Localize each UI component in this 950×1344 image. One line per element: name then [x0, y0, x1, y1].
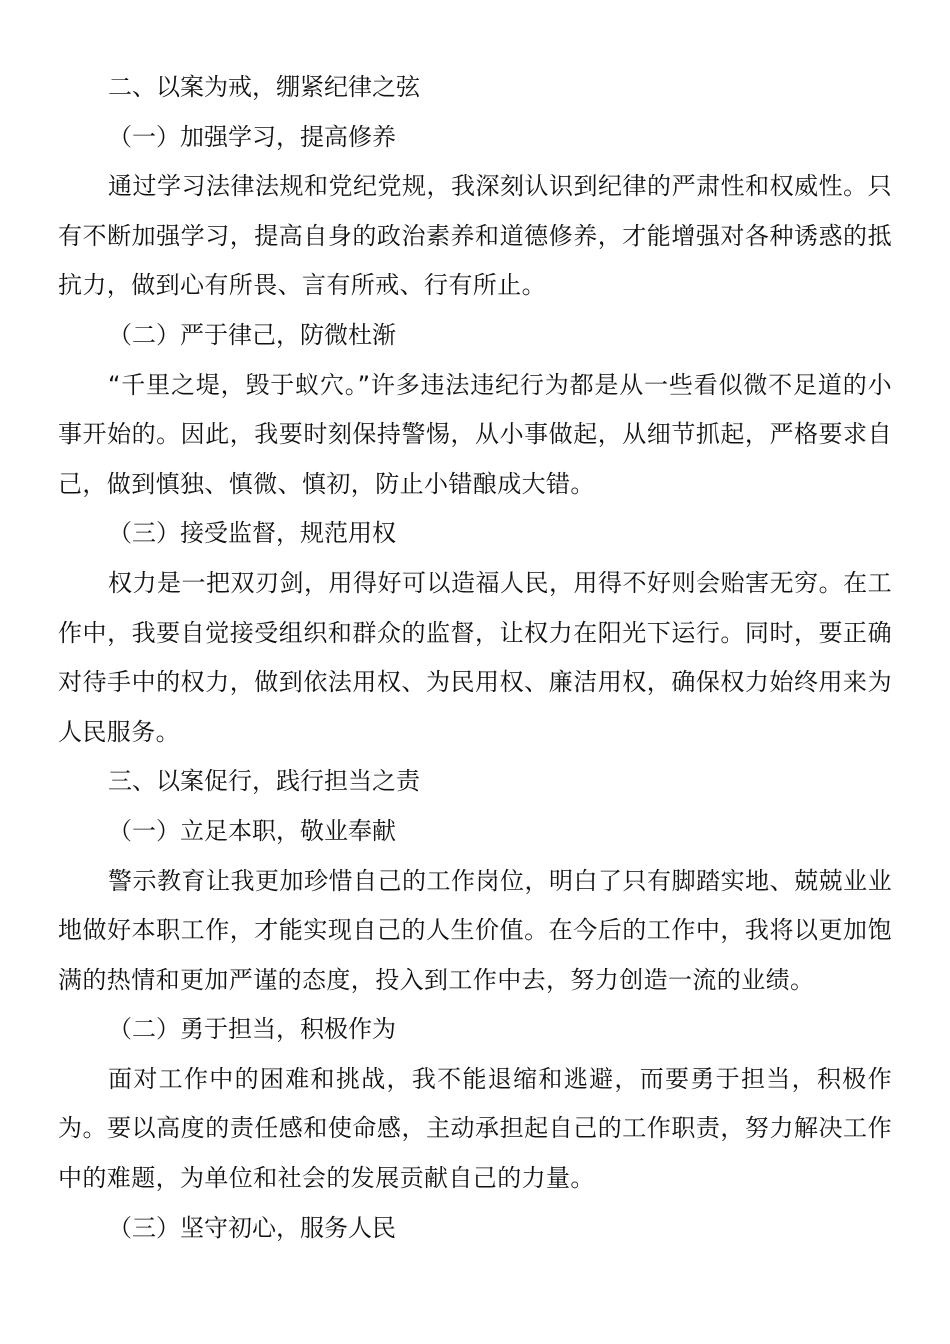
- document-body: [58, 63, 892, 1253]
- subheading-2-1: （一）加强学习，提高修养: [108, 122, 396, 151]
- subheading-3-1: （一）立足本职，敬业奉献: [108, 816, 396, 845]
- subheading-2-3: （三）接受监督，规范用权: [108, 519, 396, 548]
- section-heading-2: 二、以案为戒，绷紧纪律之弦: [108, 73, 420, 101]
- subheading-3-3: （三）坚守初心，服务人民: [108, 1213, 396, 1242]
- subheading-3-2: （二）勇于担当，积极作为: [108, 1015, 396, 1044]
- paragraph-2-2: “千里之堤，毁于蚁穴。”许多违法违纪行为都是从一些看似微不足道的小事开始的。因此，我要时刻保持警惕，从小事做起，从细节抓起，严格要求自己，做到慎独、慎微、慎初，防止小错酿成大错。: [58, 370, 892, 498]
- paragraph-2-1: 通过学习法律法规和党纪党规，我深刻认识到纪律的严肃性和权威性。只有不断加强学习，提高自身的政治素养和道德修养，才能增强对各种诱惑的抵抗力，做到心有所畏、言有所戒、行有所止。: [58, 172, 892, 300]
- paragraph-2-3: 权力是一把双刃剑，用得好可以造福人民，用得不好则会贻害无穷。在工作中，我要自觉接受组织和群众的监督，让权力在阳光下运行。同时，要正确对待手中的权力，做到依法用权、为民用权、廉洁用权，确保权力始终用来为人民服务。: [58, 568, 892, 746]
- section-heading-3: 三、以案促行，践行担当之责: [108, 767, 420, 796]
- paragraph-3-1: 警示教育让我更加珍惜自己的工作岗位，明白了只有脚踏实地、兢兢业业地做好本职工作，才能实现自己的人生价值。在今后的工作中，我将以更加饱满的热情和更加严谨的态度，投入到工作中去，努力创造一流的业绩。: [58, 866, 892, 994]
- paragraph-3-2: 面对工作中的困难和挑战，我不能退缩和逃避，而要勇于担当，积极作为。要以高度的责任感和使命感，主动承担起自己的工作职责，努力解决工作中的难题，为单位和社会的发展贡献自己的力量。: [58, 1064, 892, 1193]
- subheading-2-2: （二）严于律己，防微杜渐: [108, 320, 396, 349]
